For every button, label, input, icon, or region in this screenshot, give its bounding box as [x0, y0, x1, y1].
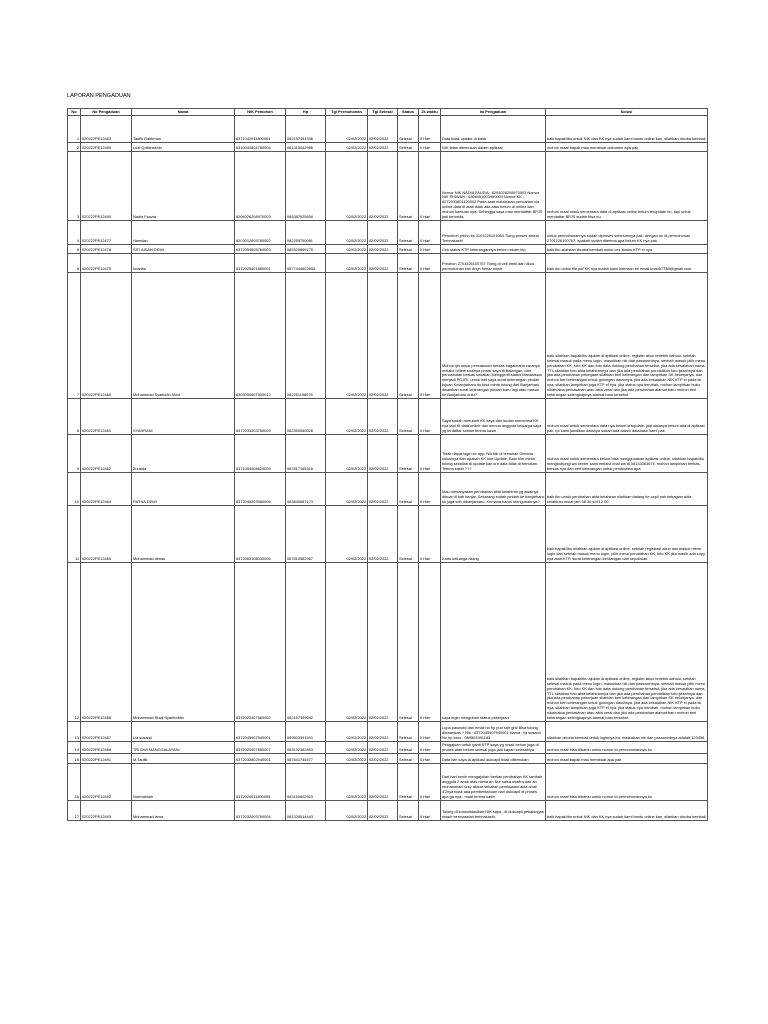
cell-hp: 087841745477 — [286, 754, 326, 764]
col-header-status: Status — [398, 109, 419, 116]
cell-hp: 089503391183 — [286, 722, 326, 742]
cell-jk-waktu: 0 Hari — [419, 116, 441, 143]
cell-nik: 6371042911800004 — [235, 116, 286, 143]
table-row — [68, 722, 708, 742]
cell-isi-pengaduan: Pengajuan untuk ganti KTP saya yg rusak belum juga di proses atau belum selesai juga jadi kapan selesainya — [441, 742, 546, 754]
cell-jk-waktu: 0 Hari — [419, 722, 441, 742]
cell-isi-pengaduan: NIK tidak ditemukan dalam aplikasi — [441, 143, 546, 152]
cell-hp: 082350060028 — [286, 399, 326, 435]
cell-isi-pengaduan: Lupa pasword dan email no hp pun sdh gnti Bisa tolong dinasetkan ? Nik : 6372045907940001 Nama : lia susanti No hp baru : 089503391183 — [441, 722, 546, 742]
cell-tgl-selesai: 02/02/2022 — [368, 473, 398, 506]
cell-no-pengaduan: 020222PE12485 — [81, 506, 132, 563]
col-header-jk-waktu: Jk waktu — [419, 109, 441, 116]
cell-tgl-permohonan: 02/02/2022 — [326, 221, 368, 245]
cell-nama: RATNA DEWI — [132, 473, 235, 506]
cell-isi-pengaduan: Tidak dapat login ke app. Nik tdk di temukan Dimana solusinya dan apakah KK blm Update, Balo blm minta tolong sekalian di update kan krn data tidak di temukan. Terima kasih ??? — [441, 435, 546, 473]
cell-jk-waktu: 0 Hari — [419, 563, 441, 722]
cell-tgl-permohonan: 02/02/2022 — [326, 152, 368, 221]
col-header-tgl-selesai: Tgl Selesai — [368, 109, 398, 116]
col-header-tgl-permohonan: Tgl Permohonan — [326, 109, 368, 116]
cell-nama: SITI AISAH DEWI — [132, 245, 235, 254]
cell-isi-pengaduan: Data tidak update di bank — [441, 116, 546, 143]
cell-no: 16 — [68, 764, 81, 801]
cell-jk-waktu: 0 Hari — [419, 273, 441, 399]
cell-isi-pengaduan: Pmohon 2701226100757 Tlong di cek timbl,dan dkca permohonan kmi dngn benar mksh — [441, 254, 546, 273]
cell-solusi: baik ibu untuk file pdf KK nya sudah kami kirimkan ke email iman57738@gmail.com — [546, 254, 708, 273]
cell-status: Selesai — [398, 754, 419, 764]
cell-tgl-selesai: 02/02/2022 — [368, 801, 398, 821]
cell-no: 10 — [68, 473, 81, 506]
cell-no: 17 — [68, 801, 81, 821]
cell-hp: 082255750081 — [286, 221, 326, 245]
cell-hp: 087810582967 — [286, 506, 326, 563]
cell-status: Selesai — [398, 435, 419, 473]
cell-nik: 6372031203750009 — [235, 399, 286, 435]
cell-no-pengaduan: 020222PE12491 — [81, 754, 132, 764]
cell-tgl-permohonan: 02/02/2022 — [326, 399, 368, 435]
table-row — [68, 245, 708, 254]
table-row — [68, 221, 708, 245]
cell-solusi: baik silahkan bapak/ibu ajukan di aplikasi online, register akun terlebih dahulu, setelah selesai masuk pada menu login, masukkan nik dan passwordnya, setelah masuk pilih menu perubahan KK, foto KK dan foto data dukung perubahan tersebut, jika ada kesalahan nama, TTL silahkan foto akta kelahirannya dan jika ada perubahan pendidikan foto ijazahnya dan jika ada perubahan pekerjaan silahkan beri keterangan dan lampirkan SK bekerjanya. dan mohon beri keterangan untuk golongan darahnya. jika ada kesalahan NIK KTP el pada kk nya, silahkan lampirkan juga KTP el nya. jika status nya berubah, mohon lampirkan buku nikah/akta perkawinan atau akta cerai dan jika ada perubahan alamat baru mohon beri keterangan selengkapnya alamat baru tersebut — [546, 563, 708, 722]
cell-isi-pengaduan: Cek status KTP keterangannya belum rekam ktp — [441, 245, 546, 254]
cell-solusi: mohon maaf bisa dibantu untuk nomor id permohonannya bu — [546, 764, 708, 801]
cell-solusi: mohon maaf untuk sementara data di aplikasi online belum terupdate bu, tapi untuk mendaftar BPJS sudah bisa bu. — [546, 152, 708, 221]
cell-nik: 6372032003750004 — [235, 801, 286, 821]
cell-nama: Muhammad Isma — [132, 801, 235, 821]
cell-solusi: baik bapak/ibu untuk NIK dan KK nya sudah kami bantu online kan, silahkan dicoba kembali — [546, 801, 708, 821]
cell-no-pengaduan: 020222PE12483 — [81, 116, 132, 143]
cell-jk-waktu: 0 Hari — [419, 801, 441, 821]
col-header-nik: NIK Pemohon — [235, 109, 286, 116]
cell-nik: 6203012805780002 — [235, 221, 286, 245]
cell-tgl-permohonan: 02/02/2022 — [326, 273, 368, 399]
cell-no: 9 — [68, 435, 81, 473]
cell-tgl-selesai: 02/02/2022 — [368, 754, 398, 764]
cell-no-pengaduan: 020222PE12479 — [81, 254, 132, 273]
cell-tgl-selesai: 02/02/2022 — [368, 116, 398, 143]
report-title: LAPORAN PENGADUAN — [67, 93, 131, 99]
col-header-nama: Nama — [132, 109, 235, 116]
cell-tgl-permohonan: 02/02/2022 — [326, 245, 368, 254]
cell-no: 13 — [68, 722, 81, 742]
cell-no: 8 — [68, 399, 81, 435]
cell-jk-waktu: 0 Hari — [419, 754, 441, 764]
cell-nik: 6303050607900012 — [235, 273, 286, 399]
report-sheet — [67, 92, 707, 821]
cell-jk-waktu: 0 Hari — [419, 152, 441, 221]
cell-solusi: mohon maaf bapak mau membuat apa pak — [546, 754, 708, 764]
cell-tgl-permohonan: 02/02/2022 — [326, 435, 368, 473]
cell-no: 12 — [68, 563, 81, 722]
cell-no: 14 — [68, 742, 81, 754]
cell-tgl-selesai: 02/02/2022 — [368, 399, 398, 435]
cell-isi-pengaduan: Mau menanyakan perubahan akta kelahiran yg awalnya dibuat di kab banjar. Sekarang sudah pindah ke banjarbaru kk juga sdh dibanjarbaru. Kemana harus mengubahnya? — [441, 473, 546, 506]
cell-tgl-selesai: 02/02/2022 — [368, 273, 398, 399]
cell-tgl-selesai: 02/02/2022 — [368, 742, 398, 754]
cell-tgl-selesai: 02/02/2022 — [368, 435, 398, 473]
cell-nama: M.Taufik — [132, 754, 235, 764]
cell-solusi: silahkan dicoba kembali untuk loginnya bu, masukkan nik dan passwordnya adalah 123456 — [546, 722, 708, 742]
cell-status: Selesai — [398, 116, 419, 143]
header-row — [68, 109, 708, 116]
cell-jk-waktu: 0 Hari — [419, 221, 441, 245]
cell-solusi: baik silahkan bapak/ibu ajukan di aplikasi online, register akun terlebih dahulu, setelah selesai masuk pada menu login, masukkan nik dan passwordnya, setelah masuk pilih menu perubahan KK, foto KK dan foto data dukung perubahan tersebut, jika ada kesalahan nama, TTL silahkan foto akta kelahirannya dan jika ada perubahan pendidikan foto ijazahnya dan jika ada perubahan pekerjaan silahkan beri keterangan dan lampirkan SK bekerjanya. dan mohon beri keterangan untuk golongan darahnya. jika ada kesalahan NIK KTP el pada kk nya, silahkan lampirkan juga KTP el nya. jika status nya berubah, mohon lampirkan buku nikah/akta perkawinan atau akta cerai dan jika ada perubahan alamat baru mohon beri keterangan selengkapnya alamat baru tersebut — [546, 273, 708, 399]
cell-isi-pengaduan: Pemohon prbhn kk 3101226101084 Tlong proses seleai . Terimakasih — [441, 221, 546, 245]
cell-tgl-permohonan: 02/02/2022 — [326, 801, 368, 821]
cell-hp: 082251198076 — [286, 273, 326, 399]
cell-nik: 6371054408820009 — [235, 435, 286, 473]
table-row — [68, 801, 708, 821]
table-row — [68, 563, 708, 722]
cell-nama: Lutfi Qolbinskhin — [132, 143, 235, 152]
cell-status: Selesai — [398, 152, 419, 221]
cell-nama: TRI DWI MANGGALAYANI — [132, 742, 235, 754]
cell-tgl-selesai: 02/02/2022 — [368, 152, 398, 221]
cell-tgl-selesai: 02/02/2022 — [368, 143, 398, 152]
cell-isi-pengaduan: Dari hari senin mengajukan berkas perubahan KK tambah anggota 2 anak atas nama an Nur salsa shafira dan an muhammad rizky akizar sekalian pembuatan akta anak 4'2nya tidak ada pemberitahuan dari dukcapil di proses apa ga nya . maaf terima kasih — [441, 764, 546, 801]
cell-tgl-selesai: 02/02/2022 — [368, 563, 398, 722]
cell-no-pengaduan: 020222PE12477 — [81, 221, 132, 245]
cell-no: 3 — [68, 152, 81, 221]
cell-solusi: baik ibu untuk perubahan akta kelahiran silahkan datang ke capil pak kebagian akta kelahiran mulai jam 08.30 s/d 12.00 — [546, 473, 708, 506]
cell-status: Selesai — [398, 742, 419, 754]
cell-jk-waktu: 0 Hari — [419, 399, 441, 435]
cell-tgl-selesai: 02/02/2022 — [368, 722, 398, 742]
table-row — [68, 764, 708, 801]
cell-tgl-permohonan: 02/02/2022 — [326, 742, 368, 754]
cell-no: 5 — [68, 245, 81, 254]
cell-solusi: untuk permohonannya sudah diproses sebelumnya pak, dengan no id permohonan 2701226100767, apakah sudah diterima apa belum KK nya pak. — [546, 221, 708, 245]
cell-no: 15 — [68, 754, 81, 764]
cell-hp: 081328514443 — [286, 801, 326, 821]
cell-tgl-permohonan: 02/02/2022 — [326, 506, 368, 563]
cell-isi-pengaduan: Nomor NIK NADIA FAUZIA : 6204026208970003 Nomor NIK RISWAN : 6306051003950003 Nomor KK : 6272031801120002 Pada saat melakukan pencarian via online data di atas tidak ada atau belum di online kan mohon bantuan nya. Sehingga saya mau mendaftar BPJS jadi tertunda. — [441, 152, 546, 221]
cell-solusi: mohon maaf bisa dibantu untuk nomor id permohonannya bu — [546, 742, 708, 754]
cell-tgl-selesai: 02/02/2022 — [368, 764, 398, 801]
cell-tgl-permohonan: 02/02/2022 — [326, 143, 368, 152]
cell-no-pengaduan: 020222PE12482 — [81, 435, 132, 473]
cell-status: Selesai — [398, 801, 419, 821]
cell-nama: SYAHRANI — [132, 399, 235, 435]
cell-tgl-selesai: 02/02/2022 — [368, 506, 398, 563]
cell-isi-pengaduan: Saya sudah merubah KK saya dan sudah menerima KK nya tapi KI data online dan semua anggota keluarga saya yg terdaftar sekian terima kasih — [441, 399, 546, 435]
cell-no-pengaduan: 020222PE12486 — [81, 563, 132, 722]
cell-status: Selesai — [398, 273, 419, 399]
cell-nama: Nurmabsah — [132, 764, 235, 801]
cell-solusi: mohon maaf bapak mau membuat dokumen apa pak — [546, 143, 708, 152]
cell-status: Selesai — [398, 473, 419, 506]
cell-solusi: mohon maaf untuk sementara belum bisa menggunakan aplikasi online, silahkan bapak/ibu menghubungi wa center kami melalui chat wa di 08133363674. mohon lampirkan berkas-berkas nya dan beri keterangan untuk pembuatan apa. — [546, 435, 708, 473]
cell-no-pengaduan: 020222PE12484 — [81, 473, 132, 506]
cell-tgl-permohonan: 02/02/2022 — [326, 254, 368, 273]
cell-tgl-permohonan: 02/02/2022 — [326, 116, 368, 143]
table-row — [68, 273, 708, 399]
cell-status: Selesai — [398, 563, 419, 722]
cell-hp: 082157451336 — [286, 116, 326, 143]
col-header-solusi: Solusi — [546, 109, 708, 116]
cell-nik: 6372063108030006 — [235, 506, 286, 563]
cell-jk-waktu: 0 Hari — [419, 245, 441, 254]
cell-jk-waktu: 0 Hari — [419, 435, 441, 473]
cell-jk-waktu: 0 Hari — [419, 506, 441, 563]
col-header-no-pengaduan: No Pengaduan — [81, 109, 132, 116]
cell-hp: 082157349042 — [286, 563, 326, 722]
cell-nik: 6372020907850007 — [235, 742, 286, 754]
cell-no: 7 — [68, 273, 81, 399]
cell-tgl-selesai: 02/02/2022 — [368, 245, 398, 254]
table-row — [68, 742, 708, 754]
cell-no-pengaduan: 020222PE12488 — [81, 742, 132, 754]
cell-status: Selesai — [398, 764, 419, 801]
cell-hp: 0877444602655 — [286, 254, 326, 273]
cell-no-pengaduan: 020222PE12493 — [81, 801, 132, 821]
cell-tgl-permohonan: 02/02/2022 — [326, 563, 368, 722]
cell-hp: 083840887173 — [286, 473, 326, 506]
col-header-isi-pengaduan: Isi Pengaduan — [441, 109, 546, 116]
cell-solusi: baik ibu silahkan dicoba kembali untuk cek status KTP el nya — [546, 245, 708, 254]
cell-nama: Muhammad dimas — [132, 506, 235, 563]
cell-jk-waktu: 0 Hari — [419, 764, 441, 801]
table-row — [68, 254, 708, 273]
cell-no: 1 — [68, 116, 81, 143]
cell-jk-waktu: 0 Hari — [419, 254, 441, 273]
cell-tgl-permohonan: 02/02/2022 — [326, 764, 368, 801]
col-header-hp: Hp — [286, 109, 326, 116]
cell-nik: 6372045203980006 — [235, 473, 286, 506]
cell-nik: 6372054505760003 — [235, 245, 286, 254]
cell-status: Selesai — [398, 254, 419, 273]
table-row — [68, 473, 708, 506]
cell-no-pengaduan: 020222PE12490 — [81, 152, 132, 221]
cell-no-pengaduan: 020222PE12481 — [81, 399, 132, 435]
table-row — [68, 143, 708, 152]
cell-solusi: mohon maaf untuk sementara data nya belum terupdate, jadi datanya belum ada di aplikasi pak, tpi kami jawdlkan datanya sudah ada dalam database kami pak. — [546, 399, 708, 435]
cell-hp: 085387925659 — [286, 152, 326, 221]
cell-nik: 6372022407980002 — [235, 563, 286, 722]
cell-isi-pengaduan: Tolong di konsolidasikan NIK saya ..di dukcapil pekalongan masih bermasalah.terimakasih. — [441, 801, 546, 821]
cell-isi-pengaduan: Data istri saya di aplikasi dukcapil tidak ditemukan — [441, 754, 546, 764]
cell-no-pengaduan: 020222PE12480 — [81, 273, 132, 399]
cell-nama: Zuraida — [132, 435, 235, 473]
cell-nama: Hamdan — [132, 221, 235, 245]
table-row — [68, 152, 708, 221]
cell-isi-pengaduan: Mohon ijin untuk pencabutan berkas bagaimana caranya melalui online soalnya posisi saya di Balangan, dan pencabutan berkas sekalian Menggenti status Mahasiswa menjadi PD.IRI. untuk istri saya surat keterangan pindah tujuan Kotanjarbaru itu bisa minta tolong dari Banjarbaru dikantkan surat keterangan pindah baru lagi atau masuk ke Banjarbaru dulu? — [441, 273, 546, 399]
cell-nama: Muhammad Rizqi Syarifuddin — [132, 563, 235, 722]
cell-no-pengaduan: 020222PE12487 — [81, 722, 132, 742]
cell-hp: 081315042986 — [286, 143, 326, 152]
cell-status: Selesai — [398, 245, 419, 254]
cell-tgl-permohonan: 02/02/2022 — [326, 473, 368, 506]
cell-status: Selesai — [398, 143, 419, 152]
cell-status: Selesai — [398, 399, 419, 435]
cell-isi-pengaduan: saya ingin mengubah status pekerjaan — [441, 563, 546, 722]
cell-hp: 083150602923 — [286, 764, 326, 801]
cell-nik: 6372025401880001 — [235, 254, 286, 273]
cell-jk-waktu: 0 Hari — [419, 473, 441, 506]
table-row — [68, 435, 708, 473]
cell-nik: 6310040804780004 — [235, 143, 286, 152]
cell-nama: Imanita — [132, 254, 235, 273]
cell-jk-waktu: 0 Hari — [419, 742, 441, 754]
cell-no: 2 — [68, 143, 81, 152]
cell-no-pengaduan: 020222PE12492 — [81, 764, 132, 801]
cell-nik: 6204026208970003 — [235, 152, 286, 221]
cell-solusi: baik bapak/ibu untuk NIK dan KK nya sudah kami bantu online kan, silahkan dicoba kembali — [546, 116, 708, 143]
cell-hp: 083192382853 — [286, 742, 326, 754]
complaint-table — [67, 108, 708, 821]
cell-no-pengaduan: 020222PE12489 — [81, 143, 132, 152]
cell-nama: Taufik Rakhman — [132, 116, 235, 143]
col-header-no: No — [68, 109, 81, 116]
table-row — [68, 754, 708, 764]
cell-no: 6 — [68, 254, 81, 273]
cell-no: 11 — [68, 506, 81, 563]
cell-tgl-permohonan: 02/02/2022 — [326, 722, 368, 742]
cell-nama: Muhammad Syaifudin Noor — [132, 273, 235, 399]
cell-status: Selesai — [398, 221, 419, 245]
cell-nik: 6372045907940001 — [235, 722, 286, 742]
cell-nik: 6372032802940001 — [235, 754, 286, 764]
cell-no: 4 — [68, 221, 81, 245]
cell-isi-pengaduan: Kartu keluarga hilang — [441, 506, 546, 563]
cell-solusi: baik bapak/ibu silahkan ajukan di aplikasi online, setelah registrasi akun lalu masuk menu login dan setelah masuk menu login, pilih menu perubahan KK, foto KK jika masih ada copy nya atau KTP, surat keterangan kehilangan dari kepolisian. — [546, 506, 708, 563]
cell-no-pengaduan: 020222PE12478 — [81, 245, 132, 254]
cell-jk-waktu: 0 Hari — [419, 143, 441, 152]
table-row — [68, 506, 708, 563]
cell-nik: 6372024911890005 — [235, 764, 286, 801]
cell-tgl-permohonan: 02/02/2022 — [326, 754, 368, 764]
cell-nama: Nadia Fauzia — [132, 152, 235, 221]
cell-tgl-selesai: 02/02/2022 — [368, 221, 398, 245]
table-row — [68, 116, 708, 143]
cell-tgl-selesai: 02/02/2022 — [368, 254, 398, 273]
cell-nama: Lia susanti — [132, 722, 235, 742]
cell-status: Selesai — [398, 722, 419, 742]
cell-hp: 085320869175 — [286, 245, 326, 254]
cell-hp: 087817165316 — [286, 435, 326, 473]
cell-status: Selesai — [398, 506, 419, 563]
table-row — [68, 399, 708, 435]
